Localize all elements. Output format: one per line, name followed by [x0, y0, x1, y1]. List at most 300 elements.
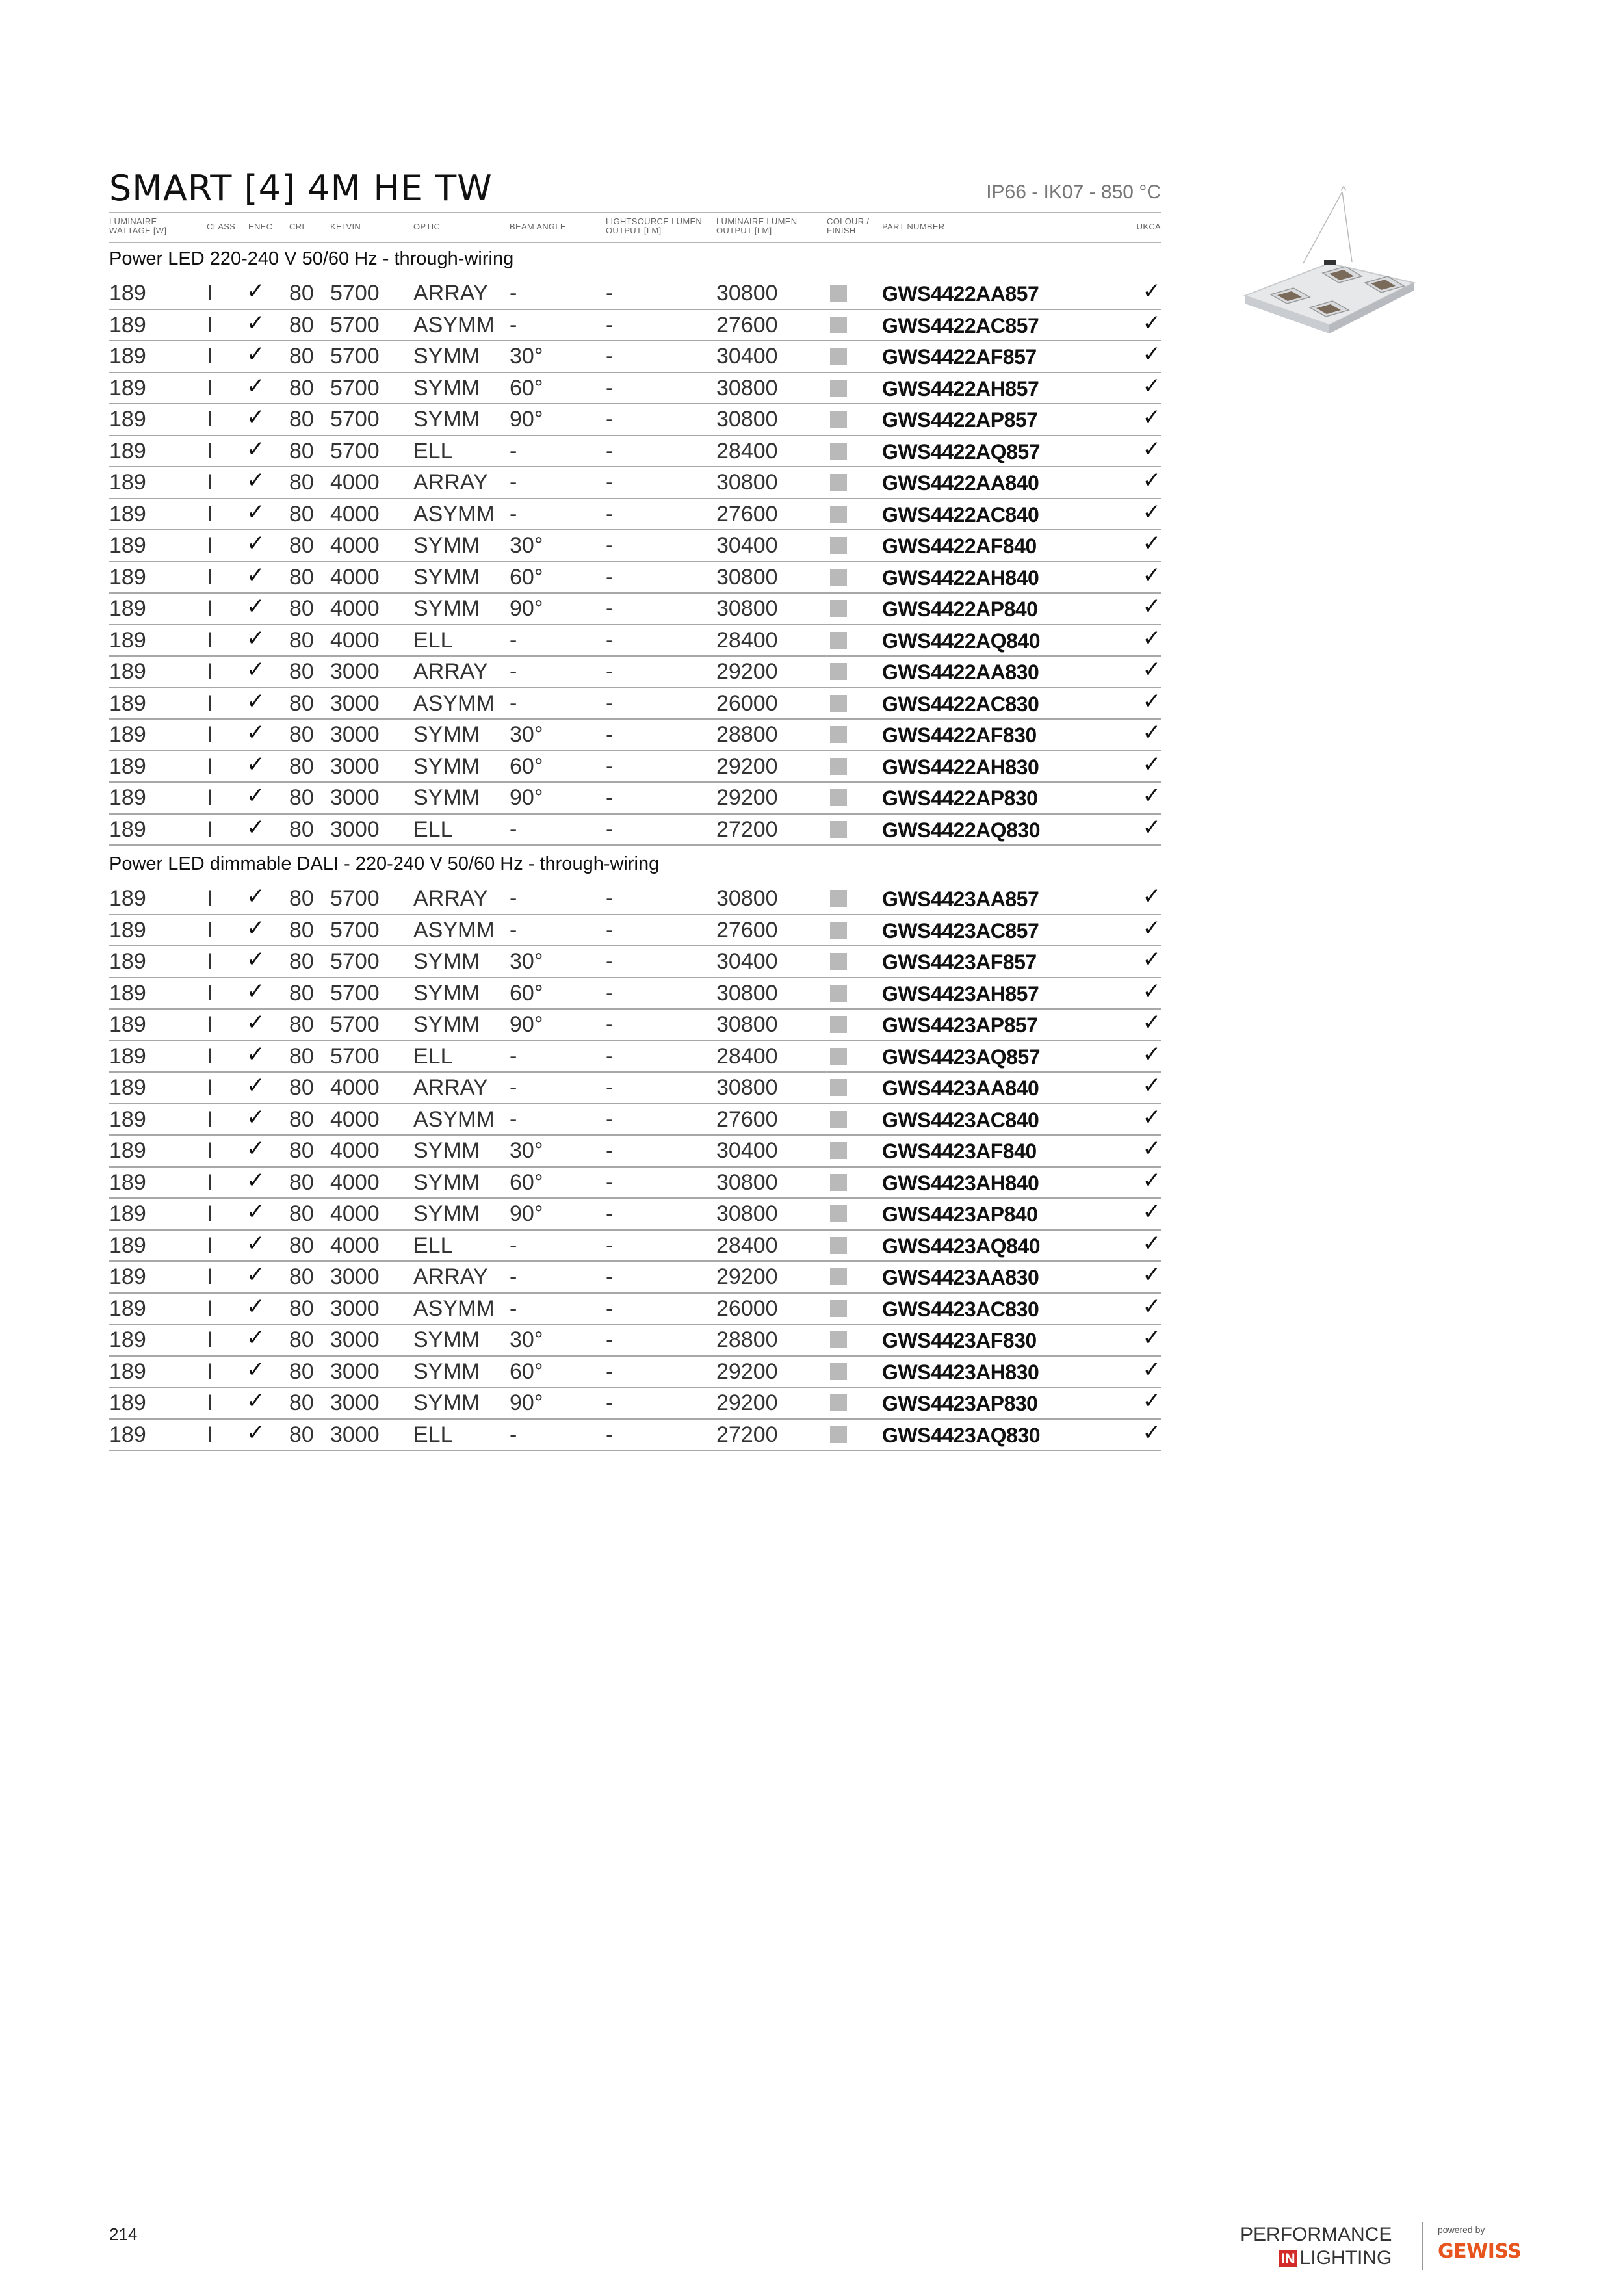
cell-lum: 28400 — [716, 1043, 778, 1069]
ukca-check-icon: ✓ — [1142, 1325, 1161, 1351]
cell-class: I — [207, 816, 213, 842]
cell-w: 189 — [109, 533, 146, 558]
ukca-check-icon: ✓ — [1142, 278, 1161, 304]
colour-finish-swatch — [830, 1142, 847, 1159]
cell-cri: 80 — [289, 1359, 314, 1384]
cell-optic: ARRAY — [413, 659, 488, 684]
cell-beam: 30° — [510, 722, 543, 747]
colour-finish-swatch — [830, 922, 847, 939]
cell-optic: SYMM — [413, 1359, 480, 1384]
cell-w: 189 — [109, 1106, 146, 1132]
cell-cri: 80 — [289, 785, 314, 810]
ukca-check-icon: ✓ — [1142, 404, 1161, 430]
cell-part: GWS4422AQ857 — [882, 439, 1041, 463]
cell-kelvin: 4000 — [330, 1169, 380, 1195]
cell-lum: 30800 — [716, 1012, 778, 1037]
ukca-check-icon: ✓ — [1142, 436, 1161, 462]
ukca-check-icon: ✓ — [1142, 1356, 1161, 1383]
ukca-check-icon: ✓ — [1142, 1293, 1161, 1320]
cell-kelvin: 3000 — [330, 690, 380, 716]
cell-lum: 28400 — [716, 438, 778, 463]
cell-class: I — [207, 501, 213, 527]
cell-ls: - — [606, 407, 614, 432]
cell-class: I — [207, 470, 213, 495]
cell-cri: 80 — [289, 1233, 314, 1258]
cell-kelvin: 4000 — [330, 1138, 380, 1163]
table-row — [109, 781, 1161, 815]
cell-optic: SYMM — [413, 1390, 480, 1415]
cell-w: 189 — [109, 407, 146, 432]
cell-w: 189 — [109, 312, 146, 337]
cell-kelvin: 4000 — [330, 1075, 380, 1100]
cell-w: 189 — [109, 281, 146, 306]
colour-finish-swatch — [830, 380, 847, 397]
ukca-check-icon: ✓ — [1142, 1136, 1161, 1162]
cell-lum: 30800 — [716, 375, 778, 400]
enec-check-icon: ✓ — [246, 1419, 265, 1446]
cell-w: 189 — [109, 949, 146, 974]
cell-w: 189 — [109, 886, 146, 911]
cell-beam: - — [510, 1264, 517, 1289]
ukca-check-icon: ✓ — [1142, 1041, 1161, 1067]
ukca-check-icon: ✓ — [1142, 1419, 1161, 1446]
cell-class: I — [207, 407, 213, 432]
cell-kelvin: 4000 — [330, 564, 380, 590]
cell-cri: 80 — [289, 501, 314, 527]
cell-part: GWS4422AQ830 — [882, 818, 1041, 842]
cell-w: 189 — [109, 344, 146, 369]
cell-w: 189 — [109, 1359, 146, 1384]
colour-finish-swatch — [830, 474, 847, 491]
cell-ls: - — [606, 1201, 614, 1226]
table-row — [109, 529, 1161, 562]
cell-beam: 90° — [510, 407, 543, 432]
cell-w: 189 — [109, 501, 146, 527]
ukca-check-icon: ✓ — [1142, 530, 1161, 556]
cell-w: 189 — [109, 917, 146, 943]
cell-part: GWS4422AC840 — [882, 502, 1039, 527]
cell-beam: - — [510, 501, 517, 527]
table-row — [109, 1134, 1161, 1168]
cell-cri: 80 — [289, 659, 314, 684]
cell-beam: - — [510, 627, 517, 653]
ukca-check-icon: ✓ — [1142, 783, 1161, 809]
cell-lum: 28800 — [716, 1327, 778, 1352]
cell-beam: 30° — [510, 949, 543, 974]
colour-finish-swatch — [830, 789, 847, 806]
cell-class: I — [207, 1359, 213, 1384]
enec-check-icon: ✓ — [246, 1230, 265, 1257]
cell-cri: 80 — [289, 564, 314, 590]
cell-cri: 80 — [289, 1201, 314, 1226]
header-wattage-line1: LUMINAIRE — [109, 216, 157, 226]
cell-part: GWS4422AA857 — [882, 282, 1039, 306]
cell-part: GWS4422AF857 — [882, 345, 1037, 369]
table-row — [109, 1260, 1161, 1294]
cell-kelvin: 4000 — [330, 596, 380, 621]
table-row — [109, 1387, 1161, 1420]
cell-beam: 30° — [510, 344, 543, 369]
cell-ls: - — [606, 1390, 614, 1415]
cell-cri: 80 — [289, 917, 314, 943]
table-row — [109, 1040, 1161, 1073]
table-row — [109, 309, 1161, 342]
enec-check-icon: ✓ — [246, 657, 265, 683]
cell-cri: 80 — [289, 1043, 314, 1069]
ukca-check-icon: ✓ — [1142, 751, 1161, 777]
gewiss-logo: GEWISS — [1438, 2240, 1522, 2263]
cell-part: GWS4422AA840 — [882, 471, 1039, 495]
cell-lum: 28400 — [716, 1233, 778, 1258]
header-lum-lumen-line2: OUTPUT [LM] — [716, 226, 772, 235]
cell-beam: 90° — [510, 1012, 543, 1037]
cell-optic: ELL — [413, 438, 453, 463]
cell-beam: - — [510, 1422, 517, 1447]
ukca-check-icon: ✓ — [1142, 1104, 1161, 1130]
cell-w: 189 — [109, 1264, 146, 1289]
cell-class: I — [207, 281, 213, 306]
cell-optic: ARRAY — [413, 886, 488, 911]
cell-optic: SYMM — [413, 533, 480, 558]
cell-class: I — [207, 753, 213, 779]
cell-ls: - — [606, 281, 614, 306]
ukca-check-icon: ✓ — [1142, 1262, 1161, 1288]
cell-optic: ELL — [413, 1043, 453, 1069]
cell-optic: ARRAY — [413, 1264, 488, 1289]
cell-w: 189 — [109, 785, 146, 810]
table-row — [109, 561, 1161, 594]
cell-optic: SYMM — [413, 407, 480, 432]
cell-ls: - — [606, 564, 614, 590]
cell-cri: 80 — [289, 407, 314, 432]
table-row — [109, 750, 1161, 783]
header-wattage — [109, 217, 166, 235]
colour-finish-swatch — [830, 537, 847, 554]
cell-class: I — [207, 1390, 213, 1415]
header-colour-line2: FINISH — [827, 226, 856, 235]
cell-ls: - — [606, 1264, 614, 1289]
cell-beam: 30° — [510, 1138, 543, 1163]
colour-finish-swatch — [830, 506, 847, 523]
cell-beam: 60° — [510, 1359, 543, 1384]
cell-part: GWS4423AP857 — [882, 1013, 1038, 1037]
cell-part: GWS4423AF830 — [882, 1329, 1037, 1352]
cell-lum: 30800 — [716, 1075, 778, 1100]
colour-finish-swatch — [830, 569, 847, 586]
cell-cri: 80 — [289, 281, 314, 306]
cell-w: 189 — [109, 980, 146, 1006]
cell-lum: 30800 — [716, 1169, 778, 1195]
table-row — [109, 813, 1161, 846]
cell-optic: SYMM — [413, 1012, 480, 1037]
header-colour — [827, 217, 869, 235]
cell-kelvin: 4000 — [330, 1233, 380, 1258]
cell-beam: - — [510, 816, 517, 842]
cell-optic: ASYMM — [413, 501, 495, 527]
cell-kelvin: 5700 — [330, 312, 380, 337]
cell-cri: 80 — [289, 690, 314, 716]
cell-part: GWS4423AC830 — [882, 1297, 1039, 1321]
enec-check-icon: ✓ — [246, 467, 265, 493]
enec-check-icon: ✓ — [246, 751, 265, 777]
table-row — [109, 718, 1161, 751]
table-row — [109, 340, 1161, 373]
cell-cri: 80 — [289, 722, 314, 747]
cell-w: 189 — [109, 816, 146, 842]
cell-ls: - — [606, 690, 614, 716]
cell-class: I — [207, 1043, 213, 1069]
cell-optic: ASYMM — [413, 312, 495, 337]
cell-beam: 60° — [510, 375, 543, 400]
cell-kelvin: 4000 — [330, 1106, 380, 1132]
ukca-check-icon: ✓ — [1142, 1199, 1161, 1225]
cell-w: 189 — [109, 1327, 146, 1352]
cell-lum: 29200 — [716, 1359, 778, 1384]
colour-finish-swatch — [830, 443, 847, 460]
cell-lum: 30400 — [716, 344, 778, 369]
enec-check-icon: ✓ — [246, 946, 265, 972]
cell-cri: 80 — [289, 1075, 314, 1100]
cell-cri: 80 — [289, 375, 314, 400]
header-enec: ENEC — [248, 222, 273, 231]
cell-optic: ASYMM — [413, 1106, 495, 1132]
cell-class: I — [207, 1264, 213, 1289]
cell-class: I — [207, 312, 213, 337]
colour-finish-swatch — [830, 890, 847, 907]
table-row — [109, 466, 1161, 499]
ukca-check-icon: ✓ — [1142, 720, 1161, 746]
enec-check-icon: ✓ — [246, 594, 265, 620]
cell-kelvin: 5700 — [330, 407, 380, 432]
enec-check-icon: ✓ — [246, 1262, 265, 1288]
enec-check-icon: ✓ — [246, 1199, 265, 1225]
cell-lum: 27200 — [716, 1422, 778, 1447]
cell-class: I — [207, 1106, 213, 1132]
enec-check-icon: ✓ — [246, 978, 265, 1004]
cell-ls: - — [606, 949, 614, 974]
cell-beam: - — [510, 1233, 517, 1258]
cell-beam: 60° — [510, 1169, 543, 1195]
cell-cri: 80 — [289, 596, 314, 621]
cell-class: I — [207, 917, 213, 943]
cell-beam: - — [510, 1296, 517, 1321]
cell-w: 189 — [109, 1201, 146, 1226]
table-row — [109, 655, 1161, 688]
cell-w: 189 — [109, 1012, 146, 1037]
ukca-check-icon: ✓ — [1142, 978, 1161, 1004]
enec-check-icon: ✓ — [246, 1041, 265, 1067]
cell-optic: ELL — [413, 816, 453, 842]
cell-lum: 30800 — [716, 470, 778, 495]
brand-line2-wrap — [1240, 2247, 1392, 2270]
cell-ls: - — [606, 627, 614, 653]
table-row — [109, 1355, 1161, 1389]
enec-check-icon: ✓ — [246, 783, 265, 809]
cell-kelvin: 4000 — [330, 501, 380, 527]
cell-class: I — [207, 564, 213, 590]
cell-kelvin: 5700 — [330, 438, 380, 463]
cell-ls: - — [606, 533, 614, 558]
ukca-check-icon: ✓ — [1142, 814, 1161, 841]
table-row — [109, 882, 1161, 915]
cell-class: I — [207, 886, 213, 911]
cell-ls: - — [606, 1296, 614, 1321]
cell-lum: 29200 — [716, 1390, 778, 1415]
cell-optic: SYMM — [413, 1138, 480, 1163]
cell-ls: - — [606, 312, 614, 337]
cell-beam: - — [510, 281, 517, 306]
cell-part: GWS4423AP840 — [882, 1203, 1038, 1226]
header-lum-lumen — [716, 217, 797, 235]
cell-class: I — [207, 1075, 213, 1100]
cell-class: I — [207, 1296, 213, 1321]
cell-ls: - — [606, 722, 614, 747]
header-wattage-line2: WATTAGE [W] — [109, 226, 167, 235]
cell-beam: 90° — [510, 1201, 543, 1226]
enec-check-icon: ✓ — [246, 625, 265, 651]
ukca-check-icon: ✓ — [1142, 625, 1161, 651]
cell-kelvin: 4000 — [330, 470, 380, 495]
cell-w: 189 — [109, 753, 146, 779]
table-row — [109, 1197, 1161, 1231]
enec-check-icon: ✓ — [246, 278, 265, 304]
cell-lum: 30800 — [716, 596, 778, 621]
cell-w: 189 — [109, 627, 146, 653]
cell-optic: ARRAY — [413, 1075, 488, 1100]
table-row — [109, 1071, 1161, 1104]
cell-lum: 26000 — [716, 1296, 778, 1321]
colour-finish-swatch — [830, 821, 847, 838]
cell-kelvin: 5700 — [330, 1012, 380, 1037]
cell-ls: - — [606, 1106, 614, 1132]
table-row — [109, 498, 1161, 531]
cell-part: GWS4422AP840 — [882, 597, 1038, 621]
cell-class: I — [207, 1169, 213, 1195]
header-part-number: PART NUMBER — [882, 222, 945, 231]
cell-cri: 80 — [289, 470, 314, 495]
cell-optic: ELL — [413, 1233, 453, 1258]
cell-lum: 27600 — [716, 1106, 778, 1132]
cell-kelvin: 5700 — [330, 281, 380, 306]
cell-cri: 80 — [289, 1106, 314, 1132]
cell-optic: SYMM — [413, 1169, 480, 1195]
cell-lum: 28400 — [716, 627, 778, 653]
cell-beam: 90° — [510, 785, 543, 810]
cell-kelvin: 5700 — [330, 980, 380, 1006]
cell-class: I — [207, 1012, 213, 1037]
colour-finish-swatch — [830, 1300, 847, 1317]
ukca-check-icon: ✓ — [1142, 1388, 1161, 1414]
cell-part: GWS4423AA830 — [882, 1266, 1039, 1289]
colour-finish-swatch — [830, 758, 847, 775]
cell-beam: 60° — [510, 980, 543, 1006]
enec-check-icon: ✓ — [246, 562, 265, 588]
section-title: Power LED dimmable DALI - 220-240 V 50/60 Hz - through-wiring — [109, 854, 660, 874]
enec-check-icon: ✓ — [246, 720, 265, 746]
header-kelvin: KELVIN — [330, 222, 361, 231]
cell-cri: 80 — [289, 1296, 314, 1321]
colour-finish-swatch — [830, 600, 847, 617]
enec-check-icon: ✓ — [246, 341, 265, 367]
enec-check-icon: ✓ — [246, 1388, 265, 1414]
cell-kelvin: 3000 — [330, 753, 380, 779]
cell-optic: SYMM — [413, 722, 480, 747]
ukca-check-icon: ✓ — [1142, 657, 1161, 683]
table-row — [109, 592, 1161, 625]
cell-kelvin: 3000 — [330, 1296, 380, 1321]
cell-cri: 80 — [289, 1327, 314, 1352]
cell-optic: SYMM — [413, 596, 480, 621]
cell-lum: 26000 — [716, 690, 778, 716]
cell-optic: SYMM — [413, 344, 480, 369]
enec-check-icon: ✓ — [246, 1167, 265, 1194]
table-row — [109, 1324, 1161, 1357]
cell-beam: - — [510, 886, 517, 911]
cell-part: GWS4423AC857 — [882, 919, 1039, 943]
header-ls-lumen-line2: OUTPUT [LM] — [606, 226, 662, 235]
enec-check-icon: ✓ — [246, 1136, 265, 1162]
enec-check-icon: ✓ — [246, 309, 265, 336]
cell-part: GWS4422AP830 — [882, 787, 1038, 810]
cell-ls: - — [606, 375, 614, 400]
ukca-check-icon: ✓ — [1142, 1010, 1161, 1036]
cell-part: GWS4422AA830 — [882, 660, 1039, 684]
cell-w: 189 — [109, 564, 146, 590]
powered-by-label: powered by — [1438, 2224, 1485, 2235]
ukca-check-icon: ✓ — [1142, 372, 1161, 399]
cell-cri: 80 — [289, 438, 314, 463]
cell-ls: - — [606, 438, 614, 463]
cell-kelvin: 3000 — [330, 1422, 380, 1447]
cell-kelvin: 5700 — [330, 917, 380, 943]
cell-w: 189 — [109, 1075, 146, 1100]
cell-part: GWS4423AP830 — [882, 1392, 1038, 1415]
cell-part: GWS4423AF840 — [882, 1140, 1037, 1163]
enec-check-icon: ✓ — [246, 372, 265, 399]
cell-w: 189 — [109, 1138, 146, 1163]
cell-class: I — [207, 785, 213, 810]
cell-cri: 80 — [289, 1422, 314, 1447]
cell-w: 189 — [109, 1390, 146, 1415]
cell-ls: - — [606, 753, 614, 779]
enec-check-icon: ✓ — [246, 436, 265, 462]
cell-class: I — [207, 659, 213, 684]
cell-lum: 29200 — [716, 785, 778, 810]
cell-beam: - — [510, 690, 517, 716]
cell-lum: 30800 — [716, 564, 778, 590]
colour-finish-swatch — [830, 1048, 847, 1065]
table-row — [109, 435, 1161, 468]
cell-beam: 60° — [510, 753, 543, 779]
cell-kelvin: 3000 — [330, 1264, 380, 1289]
brand-in-badge: IN — [1279, 2250, 1297, 2267]
cell-class: I — [207, 344, 213, 369]
cell-class: I — [207, 980, 213, 1006]
cell-cri: 80 — [289, 980, 314, 1006]
cell-optic: ARRAY — [413, 281, 488, 306]
cell-kelvin: 5700 — [330, 886, 380, 911]
table-row — [109, 1418, 1161, 1452]
cell-beam: - — [510, 1043, 517, 1069]
cell-kelvin: 3000 — [330, 1327, 380, 1352]
cell-w: 189 — [109, 659, 146, 684]
colour-finish-swatch — [830, 317, 847, 333]
cell-part: GWS4422AH857 — [882, 376, 1039, 400]
ukca-check-icon: ✓ — [1142, 1230, 1161, 1257]
cell-ls: - — [606, 1233, 614, 1258]
cell-kelvin: 5700 — [330, 1043, 380, 1069]
cell-cri: 80 — [289, 1264, 314, 1289]
